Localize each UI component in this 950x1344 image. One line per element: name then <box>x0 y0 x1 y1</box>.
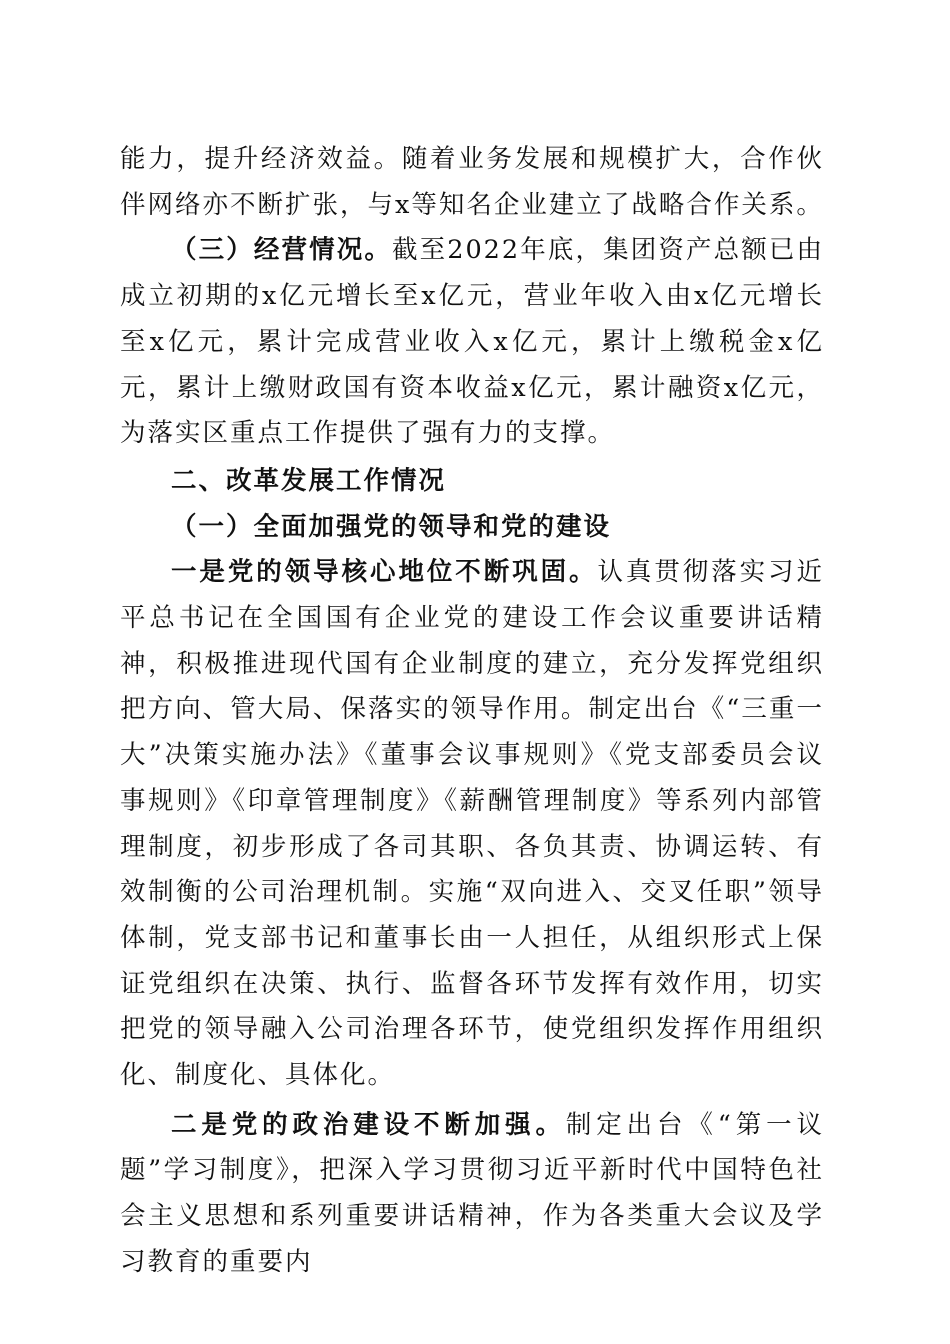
paragraph-partnership: 能力，提升经济效益。随着业务发展和规模扩大，合作伙伴网络亦不断扩张，与x等知名企业建立了战略合作关系。 <box>120 144 824 220</box>
paragraph-operations-body: 截至2022年底，集团资产总额已由成立初期的x亿元增长至x亿元，营业年收入由x亿元增长至x亿元，累计完成营业收入x亿元，累计上缴税金x亿元，累计上缴财政国有资本收益x亿元，累计融资x亿元，为落实区重点工作提供了强有力的支撑。 <box>120 235 824 449</box>
paragraph-political-building <box>120 1103 824 1286</box>
paragraph-political-building-body: 制定出台《“第一议题”学习制度》，把深入学习贯彻习近平新时代中国特色社会主义思想和系列重要讲话精神，作为各类重大会议及学习教育的重要内 <box>120 1109 824 1277</box>
paragraph-operations-lead: （三）经营情况。 <box>171 235 392 266</box>
paragraph-party-core-body: 认真贯彻落实习近平总书记在全国国有企业党的建设工作会议重要讲话精神，积极推进现代国有企业制度的建立，充分发挥党组织把方向、管大局、保落实的领导作用。制定出台《“三重一大”决策实施办法》《董事会议事规则》《党支部委员会议事规则》《印章管理制度》《薪酬管理制度》等系列内部管理制度，初步形成了各司其职、各负其责、协调运转、有效制衡的公司治理机制。实施“双向进入、交叉任职”领导体制，党支部书记和董事长由一人担任，从组织形式上保证党组织在决策、执行、监督各环节发挥有效作用，切实把党的领导融入公司治理各环节，使党组织发挥作用组织化、制度化、具体化。 <box>120 557 824 1091</box>
paragraph-party-core-lead: 一是党的领导核心地位不断巩固。 <box>171 557 598 588</box>
section-heading-reform: 二、改革发展工作情况 <box>171 465 447 496</box>
paragraph-operations <box>120 228 824 457</box>
paragraph-party-core <box>120 550 824 1098</box>
subsection-heading-party-leadership: （一）全面加强党的领导和党的建设 <box>171 511 612 542</box>
paragraph-political-building-lead: 二是党的政治建设不断加强。 <box>171 1109 566 1140</box>
